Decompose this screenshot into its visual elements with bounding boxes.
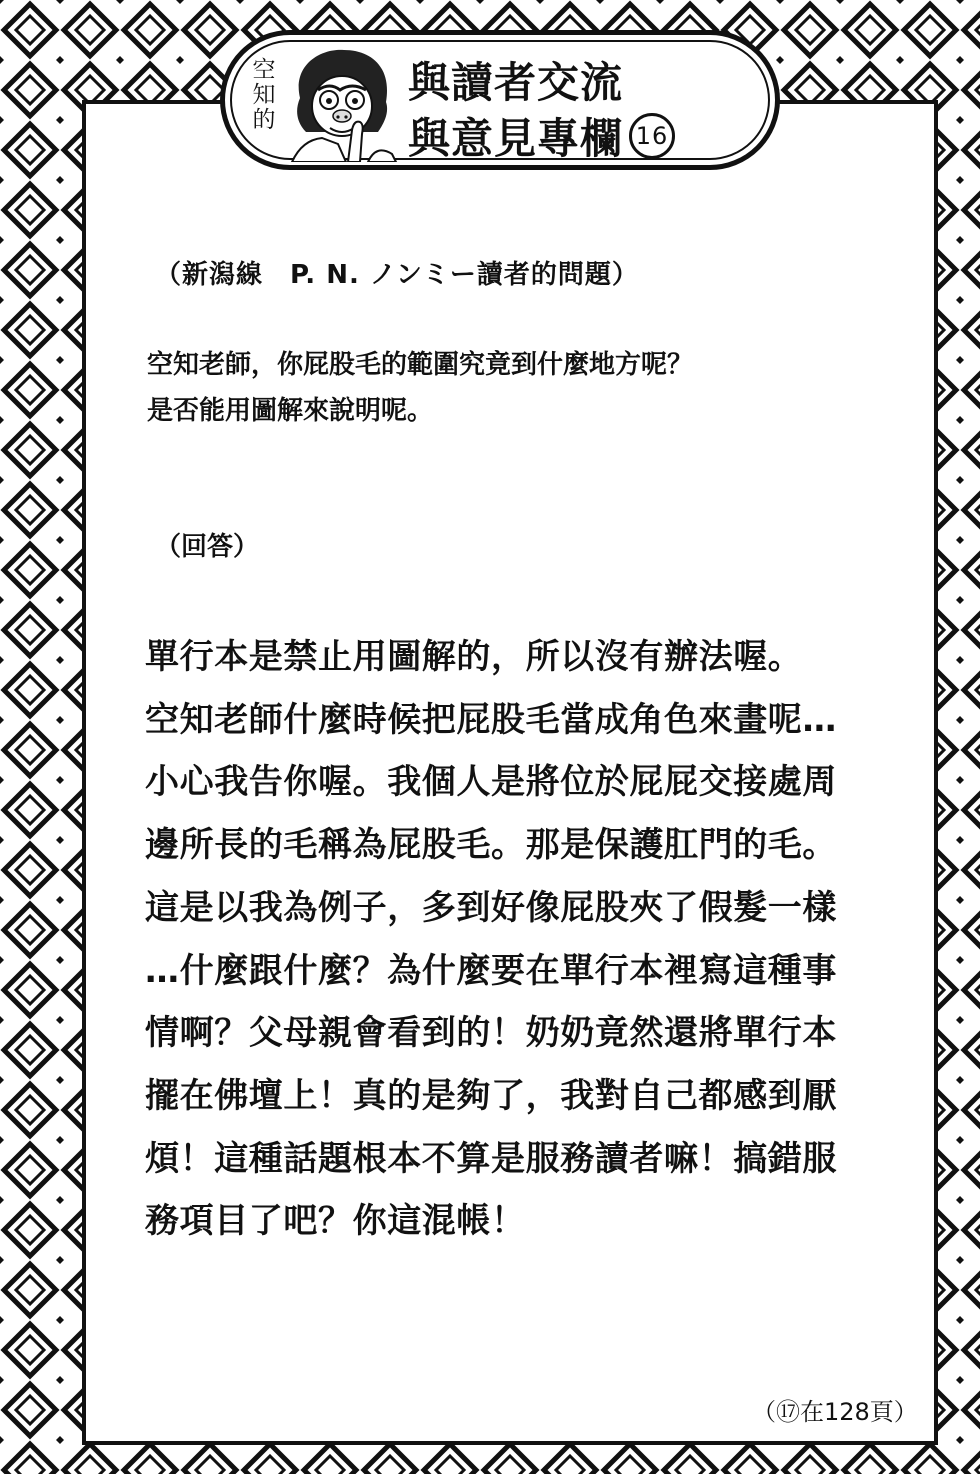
column-label — [248, 58, 280, 133]
reply-line: 務項目了吧？你這混帳！ — [145, 1201, 526, 1242]
column-label-char: 知 — [252, 82, 276, 108]
column-label-char: 空 — [252, 57, 276, 83]
reply-line: …什麼跟什麼？為什麼要在單行本裡寫這種事 — [145, 950, 837, 991]
column-title-line-2-text: 與意見專欄 — [408, 114, 624, 163]
reply-line: 煩！這種話題根本不算是服務讀者嘛！搞錯服 — [145, 1138, 837, 1179]
issue-number-badge: 16 — [629, 113, 675, 159]
reply-line: 邊所長的毛稱為屁股毛。那是保護肛門的毛。 — [145, 825, 837, 866]
reply-line: 小心我告你喔。我個人是將位於屁屁交接處周 — [145, 762, 837, 803]
question-line: 空知老師，你屁股毛的範圍究竟到什麼地方呢？ — [147, 350, 694, 380]
author-gorilla-portrait — [282, 44, 402, 162]
reader-source-line: （新潟線 P. N. ノンミー讀者的問題） — [155, 260, 639, 290]
column-title-line-2 — [408, 106, 675, 166]
reply-line: 單行本是禁止用圖解的，所以沒有辦法喔。 — [145, 637, 803, 677]
reply-line: 情啊？父母親會看到的！奶奶竟然還將單行本 — [145, 1013, 837, 1054]
author-reply — [145, 626, 895, 1253]
column-label-char: 的 — [252, 107, 276, 133]
reply-line: 這是以我為例子，多到好像屁股夾了假髮一樣 — [145, 887, 837, 928]
reader-question — [147, 342, 693, 434]
reply-line: 空知老師什麼時候把屁股毛當成角色來畫呢… — [145, 699, 837, 740]
reply-line: 擺在佛壇上！真的是夠了，我對自己都感到厭 — [145, 1075, 837, 1116]
continued-page-note: （⑰在128頁） — [752, 1398, 918, 1426]
answer-label: （回答） — [155, 532, 260, 562]
column-title-line-1: 與讀者交流 — [408, 58, 624, 107]
question-line: 是否能用圖解來說明呢。 — [147, 396, 434, 426]
